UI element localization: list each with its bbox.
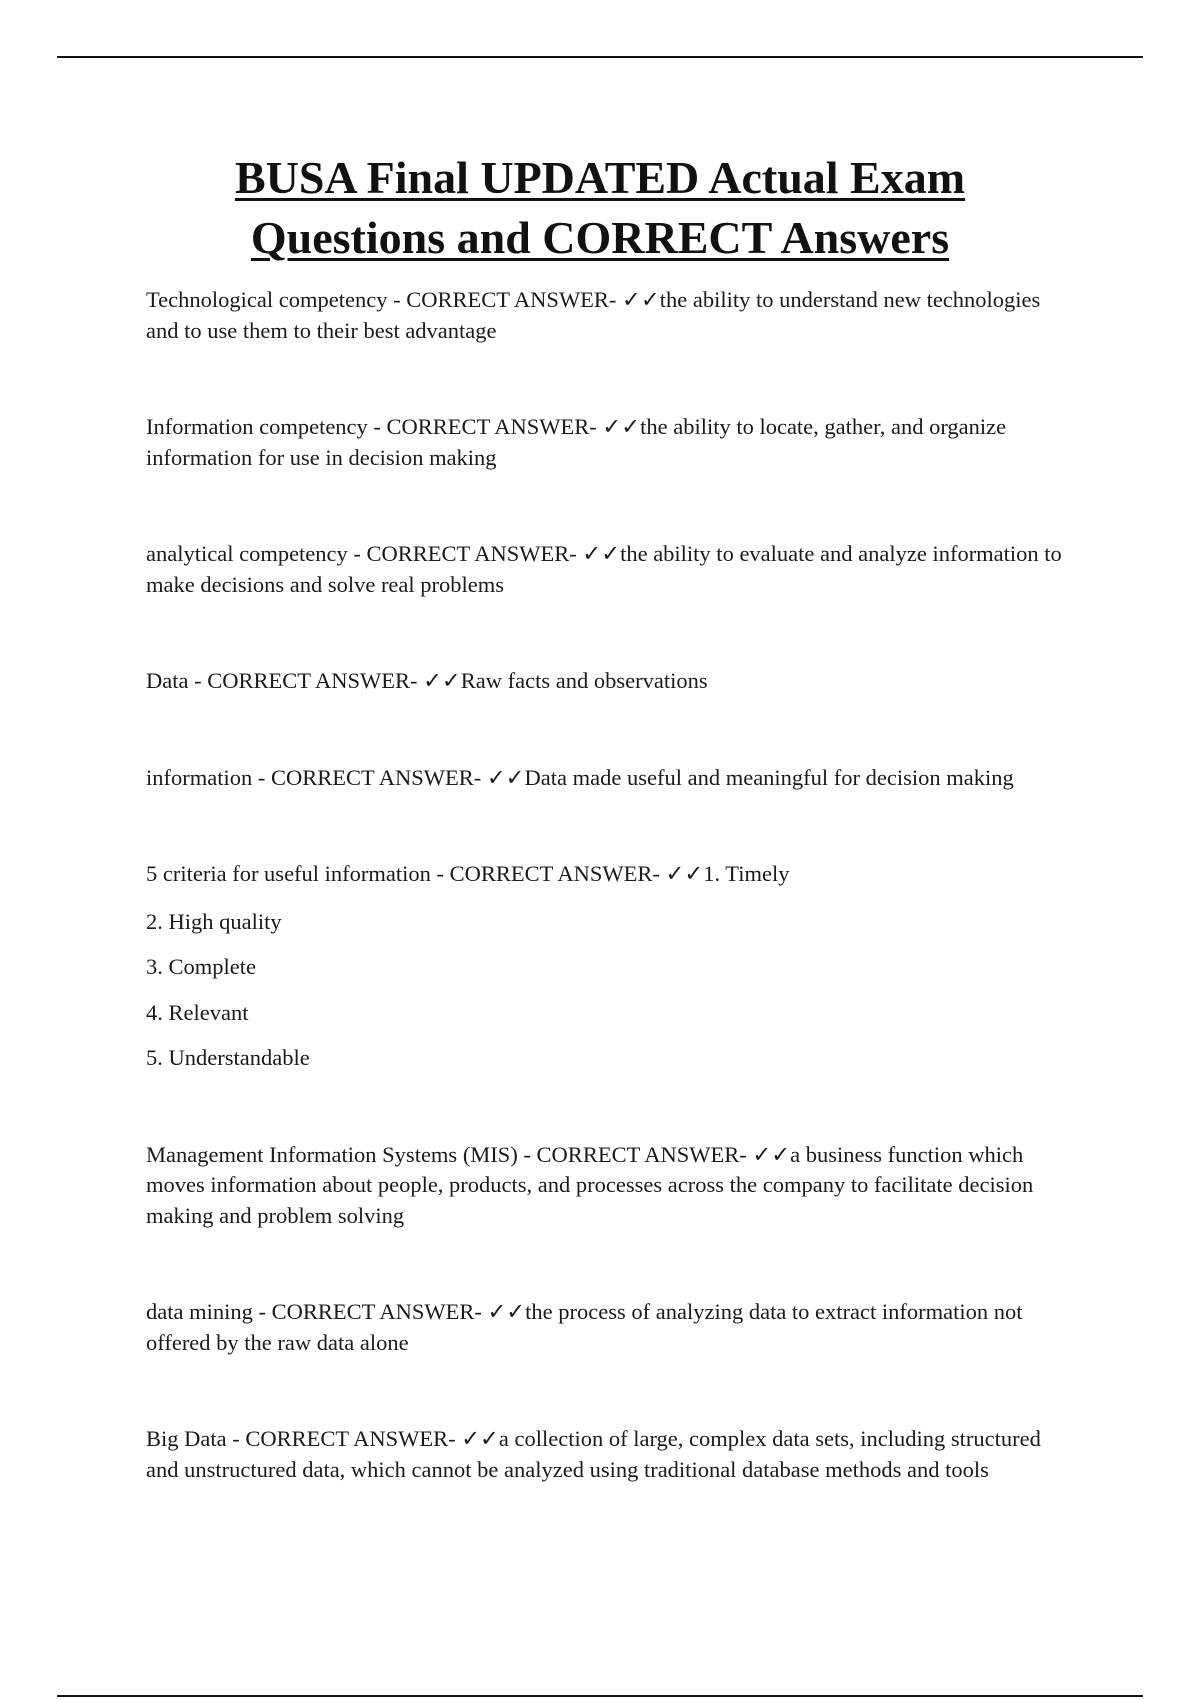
- qa-entry-information-competency: Information competency - CORRECT ANSWER- ✓✓the ability to locate, gather, and organize information for use in decision making: [146, 414, 1007, 470]
- qa-entry-useful-information-criteria: 5 criteria for useful information - CORRECT ANSWER- ✓✓1. Timely: [146, 861, 790, 886]
- qa-entry-analytical-competency: analytical competency - CORRECT ANSWER- ✓✓the ability to evaluate and analyze information to make decisions and solve real problems: [146, 541, 1062, 597]
- qa-entry-technological-competency: Technological competency - CORRECT ANSWER- ✓✓the ability to understand new technologies and to use them to their best advantage: [146, 287, 1041, 343]
- criteria-list-item: 4. Relevant: [146, 999, 249, 1025]
- qa-entry-data-mining: data mining - CORRECT ANSWER- ✓✓the process of analyzing data to extract information not offered by the raw data alone: [146, 1299, 1023, 1355]
- qa-entry-big-data: Big Data - CORRECT ANSWER- ✓✓a collection of large, complex data sets, including structured and unstructured data, which cannot be analyzed using traditional database methods and tools: [146, 1426, 1041, 1482]
- qa-entry-mis: Management Information Systems (MIS) - CORRECT ANSWER- ✓✓a business function which moves information about people, products, and processes across the company to facilitate decision making and problem solving: [146, 1141, 1034, 1228]
- qa-entry-data: Data - CORRECT ANSWER- ✓✓Raw facts and observations: [146, 668, 708, 693]
- title-line-1: BUSA Final UPDATED Actual Exam: [234, 152, 966, 203]
- page-title: [0, 148, 1200, 268]
- criteria-list-item: 5. Understandable: [146, 1045, 310, 1070]
- title-line-2: Questions and CORRECT Answers: [250, 212, 950, 263]
- bottom-rule: [57, 1695, 1143, 1697]
- criteria-list-item: 3. Complete: [146, 954, 256, 979]
- qa-entry-information: information - CORRECT ANSWER- ✓✓Data made useful and meaningful for decision making: [146, 764, 1014, 790]
- qa-list: [146, 285, 1066, 1551]
- top-rule: [57, 56, 1143, 58]
- criteria-list-item: 2. High quality: [146, 908, 282, 934]
